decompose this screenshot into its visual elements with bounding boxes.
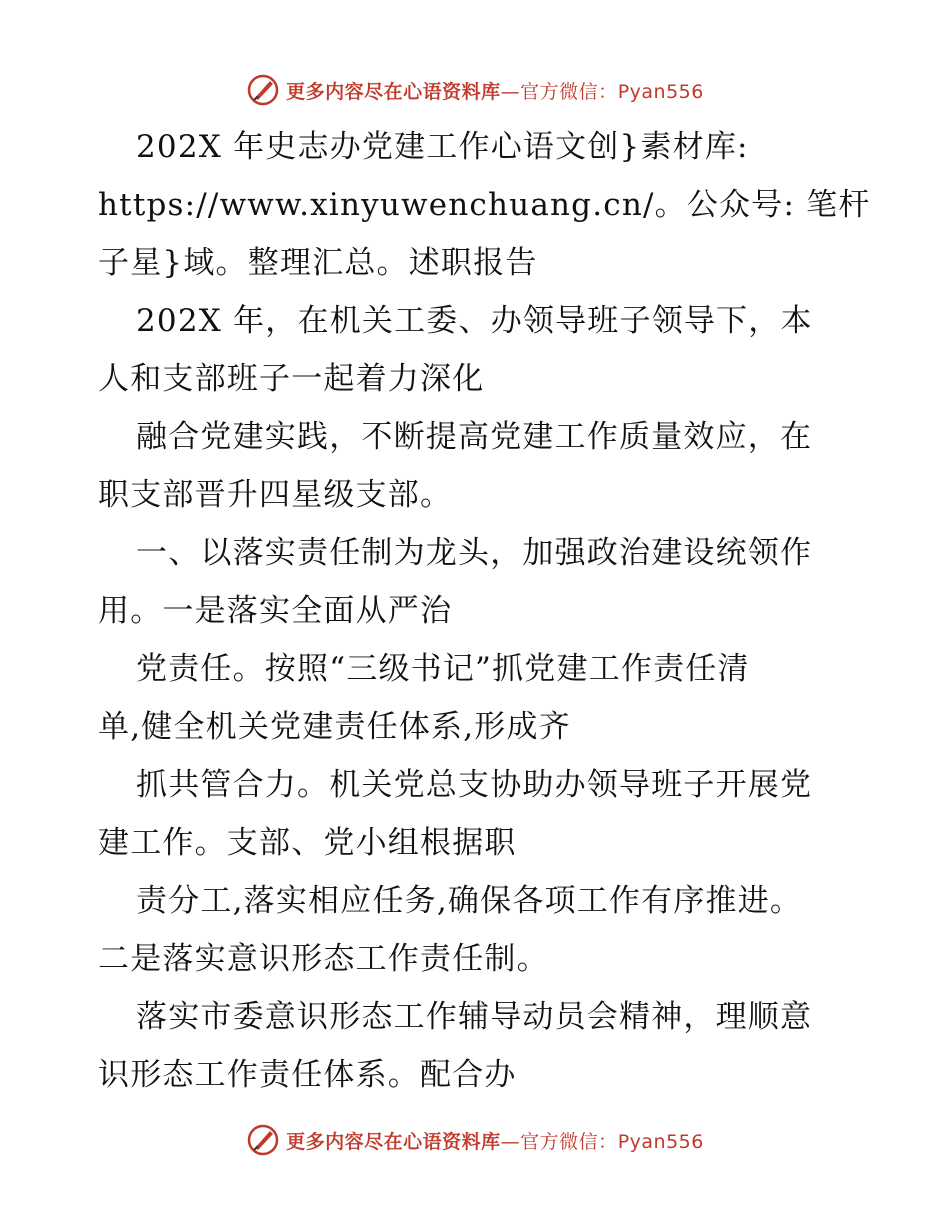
document-line: 一、以落实责任制为龙头，加强政治建设统领作 <box>136 535 813 571</box>
banner-wechat-label: 官方微信： <box>520 80 618 103</box>
document-line: 责分工,落实相应任务,确保各项工作有序推进。 <box>136 883 803 919</box>
document-line: 建工作。支部、党小组根据职 <box>98 825 517 861</box>
document-line: 人和支部班子一起着力深化 <box>98 361 485 397</box>
document-line: 二是落实意识形态工作责任制。 <box>98 941 549 977</box>
footer-banner-text <box>286 1127 704 1154</box>
footer-banner-content <box>246 1123 704 1157</box>
document-line: 子星}域。整理汇总。述职报告 <box>98 245 538 281</box>
banner-dash: — <box>500 1130 521 1153</box>
header-banner-content <box>246 73 704 107</box>
banner-dash: — <box>500 80 521 103</box>
document-body <box>98 118 871 1104</box>
banner-wechat-id: Pyan556 <box>617 80 704 103</box>
banner-wechat-label: 官方微信： <box>520 1130 618 1153</box>
document-line: 融合党建实践，不断提高党建工作质量效应，在 <box>136 419 813 455</box>
document-line: 单,健全机关党建责任体系,形成齐 <box>98 709 571 745</box>
banner-site-name: 更多内容尽在心语资料库 <box>286 80 501 103</box>
document-line: 党责任。按照“三级书记”抓党建工作责任清 <box>136 651 750 687</box>
header-banner <box>0 70 950 110</box>
header-banner-text <box>286 77 704 104</box>
quill-logo-icon <box>246 73 280 107</box>
document-line: 用。一是落实全面从严治 <box>98 593 453 629</box>
quill-logo-icon <box>246 1123 280 1157</box>
banner-site-name: 更多内容尽在心语资料库 <box>286 1130 501 1153</box>
document-line: 202X 年史志办党建工作心语文创}素材库: <box>136 129 749 165</box>
document-line: 落实市委意识形态工作辅导动员会精神，理顺意 <box>136 999 813 1035</box>
document-line: 抓共管合力。机关党总支协助办领导班子开展党 <box>136 767 813 803</box>
document-line: https://www.xinyuwenchuang.cn/。公众号: 笔杆 <box>98 187 871 223</box>
banner-wechat-id: Pyan556 <box>617 1130 704 1153</box>
footer-banner <box>0 1120 950 1160</box>
document-line: 识形态工作责任体系。配合办 <box>98 1057 517 1093</box>
document-line: 职支部晋升四星级支部。 <box>98 477 453 513</box>
document-line: 202X 年，在机关工委、办领导班子领导下，本 <box>136 303 813 339</box>
